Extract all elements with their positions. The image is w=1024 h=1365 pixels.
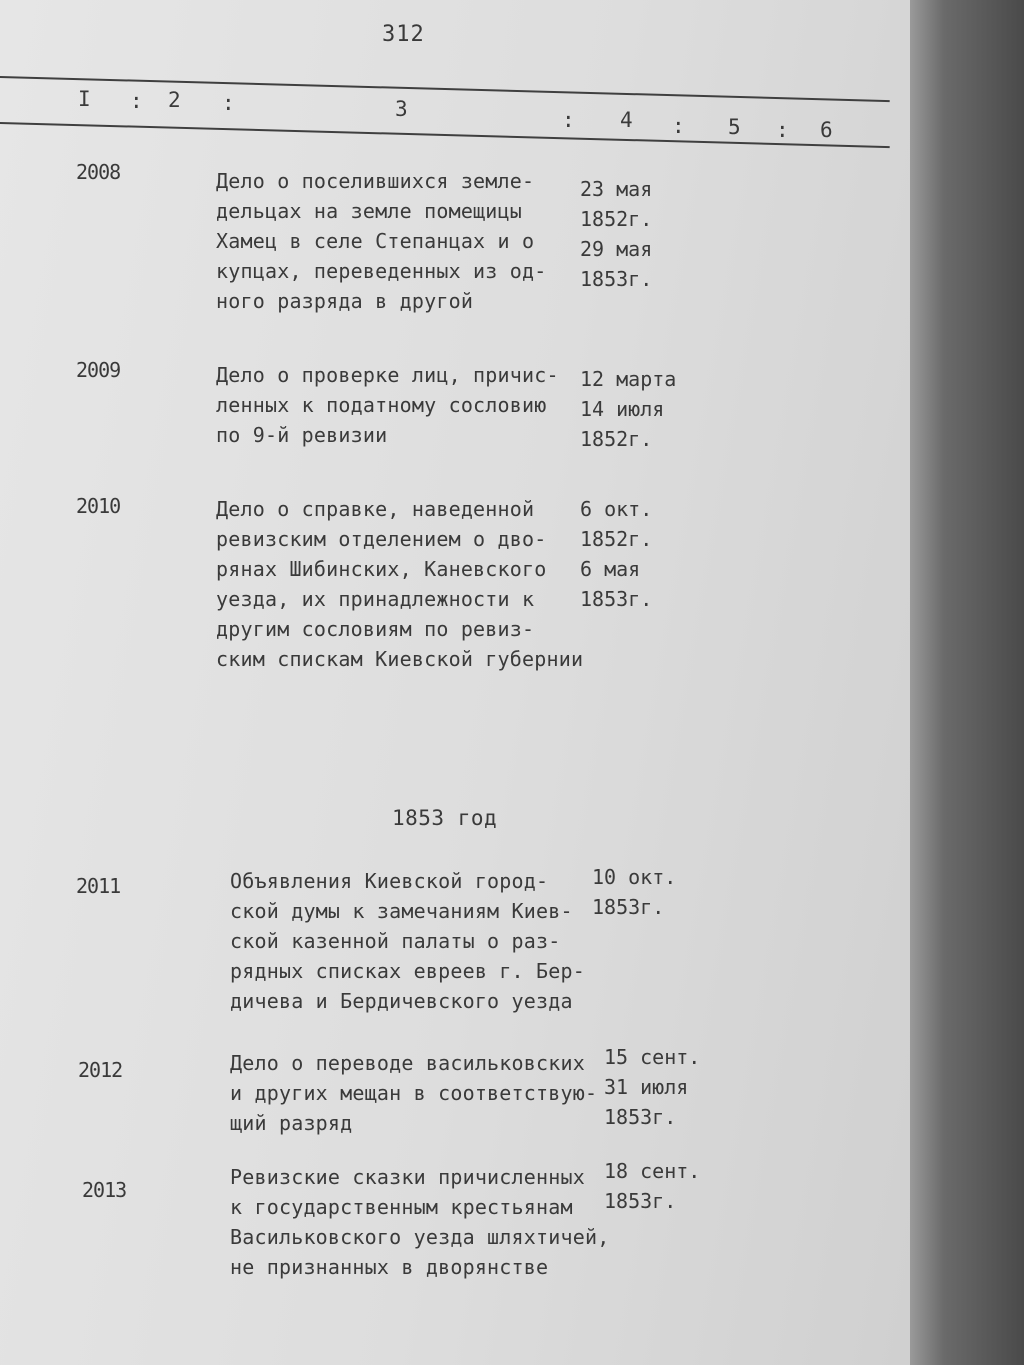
entry-number: 2011 xyxy=(76,874,121,898)
entry-dates: 23 мая 1852г. 29 мая 1853г. xyxy=(580,177,653,291)
page-shadow-edge xyxy=(910,0,1024,1365)
column-header-2: 2 xyxy=(168,88,181,112)
entry-dates: 15 сент. 31 июля 1853г. xyxy=(604,1045,701,1129)
entry-title: Объявления Киевской город- ской думы к замечаниям Киев- ской казенной палаты о раз- рядных списках евреев г. Бер- дичева и Бердичевского уезда xyxy=(230,869,585,1013)
column-separator: : xyxy=(222,91,235,115)
entry-title: Дело о справке, наведенной ревизским отделением о дво- рянах Шибинских, Каневского уезда, их принадлежности к другим сословиям по ревиз- ским спискам Киевской губернии xyxy=(216,497,584,671)
entry-number: 2013 xyxy=(82,1178,127,1202)
column-header-1: I xyxy=(78,87,91,111)
page-number: 312 xyxy=(382,22,425,47)
entry-dates: 12 марта 14 июля 1852г. xyxy=(580,367,677,451)
entry-title: Ревизские сказки причисленных к государственным крестьянам Васильковского уезда шляхтичей, не признанных в дворянстве xyxy=(230,1165,610,1279)
entry-number: 2008 xyxy=(76,160,121,184)
entry-number: 2009 xyxy=(76,358,121,382)
entry-title: Дело о проверке лиц, причис- ленных к податному сословию по 9-й ревизии xyxy=(216,363,559,447)
column-header-5: 5 xyxy=(728,115,741,139)
entry-title: Дело о поселившихся земле- дельцах на земле помещицы Хамец в селе Степанцах и о купцах, переведенных из од- ного разряда в другой xyxy=(216,169,547,313)
column-separator: : xyxy=(130,89,143,113)
entry-number: 2012 xyxy=(78,1058,123,1082)
entry-dates: 6 окт. 1852г. 6 мая 1853г. xyxy=(580,497,653,611)
column-header-6: 6 xyxy=(820,118,833,142)
year-heading: 1853 год xyxy=(392,806,498,830)
entry-number: 2010 xyxy=(76,494,121,518)
table-header-rule-bottom xyxy=(0,122,890,148)
column-separator: : xyxy=(672,114,685,138)
entry-dates: 10 окт. 1853г. xyxy=(592,865,677,919)
column-header-3: 3 xyxy=(395,97,408,121)
column-separator: : xyxy=(776,118,789,142)
column-header-4: 4 xyxy=(620,108,633,132)
entry-dates: 18 сент. 1853г. xyxy=(604,1159,701,1213)
column-separator: : xyxy=(562,108,575,132)
entry-title: Дело о переводе васильковских и других мещан в соответствую- щий разряд xyxy=(230,1051,598,1135)
